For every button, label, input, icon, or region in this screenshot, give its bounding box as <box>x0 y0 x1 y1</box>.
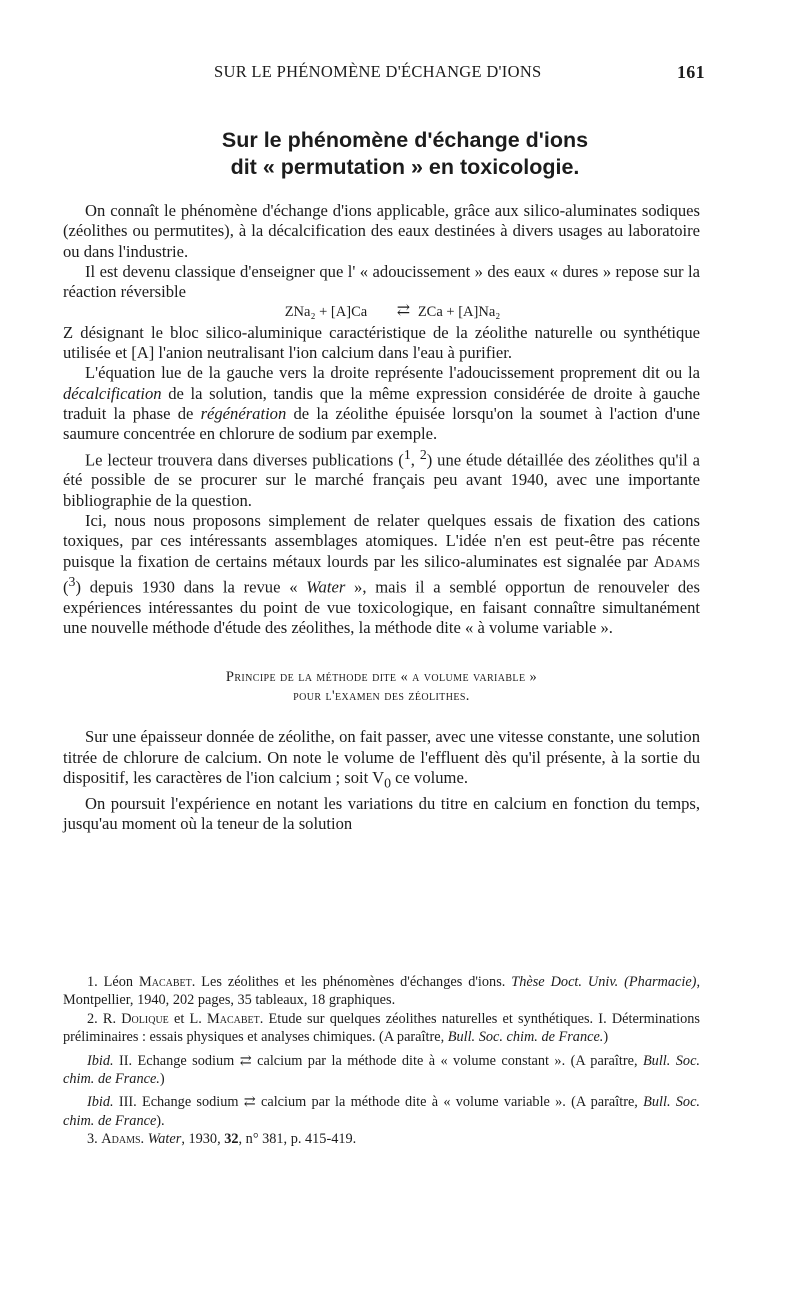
text-run: , Montpellier, 1940, 202 pages, 35 tableaux, 18 graphiques. <box>63 974 701 1009</box>
text-run: . Les zéolithes et les phénomènes d'échanges d'ions. <box>191 974 512 990</box>
section-heading-line-1: Principe de la méthode dite « a volume variable » <box>225 669 538 686</box>
text-run: Sur une épaisseur donnée de zéolithe, on fait passer, avec une vitesse constante, une solution titrée de chlorure de calcium. On note le volume de l'effluent dès qu'il présente, à la sortie du dispositif, les caractères de l'ion calcium ; soit V <box>63 727 700 787</box>
text-run: et L. <box>168 1010 208 1027</box>
footnote-ibid-2 <box>63 1052 700 1089</box>
section-heading <box>63 668 700 706</box>
reversible-arrows-icon: ⇄ <box>239 1052 252 1069</box>
emphasis-these: Thèse Doct. Univ. (Pharmacie) <box>511 974 697 990</box>
emphasis-journal: Bull. Soc. chim. de France. <box>63 1052 700 1088</box>
footnote-1 <box>63 973 700 1010</box>
section-heading-line-2: pour l'examen des zéolithes. <box>293 688 470 705</box>
text-run: Le lecteur trouvera dans diverses publications ( <box>85 450 404 470</box>
article-title-line-2: dit « permutation » en toxicologie. <box>230 155 580 179</box>
paragraph-3: Z désignant le bloc silico-aluminique caractéristique de la zéolithe naturelle ou synthétique utilisée et [A] l'anion neutralisant l'ion calcium dans l'eau à purifier. <box>63 322 700 363</box>
text-run: 2. R. <box>87 1010 122 1027</box>
text-run: calcium par la méthode dite à « volume variable ». (A paraître, <box>255 1094 644 1111</box>
emphasis-ibid: Ibid. <box>87 1094 114 1111</box>
text-run: de la solution, tandis que la même expression considérée de droite à gauche traduit la phase de <box>63 383 700 423</box>
text-run: ) une étude détaillée des zéolithes qu'il a été possible de se procurer sur le marché français peu avant 1940, avec une importante bibliographie de la question. <box>63 450 700 510</box>
text-run: , <box>410 450 420 470</box>
emphasis-water: Water <box>306 577 346 597</box>
text-run: ) depuis 1930 dans la revue « <box>75 577 307 597</box>
author-adams: Adams <box>653 551 700 571</box>
paragraph-7 <box>63 727 700 793</box>
emphasis-decalcification: décalcification <box>63 383 162 403</box>
text-run: ( <box>63 577 69 597</box>
text-run: », mais il a semblé opportun de renouveler des expériences intéressantes du point de vue toxicologique, en faisant connaître simultanément une nouvelle méthode d'étude des zéolithes, la méthode dite « à volume variable ». <box>63 577 700 637</box>
paragraph-8: On poursuit l'expérience en notant les variations du titre en calcium en fonction du temps, jusqu'au moment où la teneur de la solution <box>63 793 700 833</box>
text-run: , 1930, <box>181 1131 225 1148</box>
running-head <box>0 62 800 86</box>
text-run: ). <box>156 1112 165 1129</box>
text-run: III. Echange sodium <box>113 1094 244 1111</box>
text-run: ) <box>159 1071 165 1088</box>
reaction-formula <box>63 302 700 322</box>
reversible-arrows-icon: ⇄ <box>396 302 411 320</box>
footnote-ref-1: 1 <box>403 446 411 462</box>
footnote-3 <box>63 1130 700 1148</box>
author-adams: Adams <box>101 1131 141 1148</box>
text-run: ) <box>603 1029 609 1046</box>
emphasis-regeneration: régénération <box>200 403 287 423</box>
footnote-ibid-3 <box>63 1093 700 1130</box>
text-run: II. Echange sodium <box>113 1052 240 1069</box>
text-run: de la zéolithe épuisée lorsqu'on la soumet à l'action d'une saumure concentrée en chlorure de sodium par exemple. <box>63 403 700 444</box>
text-run: ce volume. <box>391 767 468 787</box>
author-macabet: Macabet <box>139 974 192 990</box>
emphasis-journal: Bull. Soc. chim. de France. <box>447 1029 604 1046</box>
paragraph-4 <box>63 363 700 444</box>
text-run: L'équation lue de la gauche vers la droite représente l'adoucissement proprement dit ou la <box>85 363 700 383</box>
text-run: , n° 381, p. 415-419. <box>238 1131 357 1148</box>
text-run: calcium par la méthode dite à « volume constant ». (A paraître, <box>251 1052 643 1069</box>
text-run: Ici, nous nous proposons simplement de relater quelques essais de fixation des cations toxiques, par ces intéressants assemblages atomiques. L'idée n'en est peut-être pas récente puisque la fixation de certains métaux lourds par les silico-aluminates est signalée par <box>63 510 700 571</box>
footnote-2 <box>63 1010 700 1047</box>
emphasis-journal: Bull. Soc. chim. de France <box>63 1094 700 1129</box>
running-head-title: SUR LE PHÉNOMÈNE D'ÉCHANGE D'IONS <box>214 62 542 81</box>
page-number: 161 <box>677 62 705 82</box>
paragraph-6 <box>63 511 700 638</box>
author-dolique: Dolique <box>121 1010 169 1027</box>
reversible-arrows-icon: ⇄ <box>243 1094 256 1111</box>
text-run: . Etude sur quelques zéolithes naturelles et synthétiques. I. Déterminations préliminaires : essais physiques et analyses chimiques. (A paraître, <box>63 1010 700 1046</box>
article-title <box>0 127 800 181</box>
author-macabet: Macabet <box>207 1010 260 1027</box>
paragraph-1: On connaît le phénomène d'échange d'ions applicable, grâce aux silico-aluminates sodiques (zéolithes ou permutites), à la décalcification des eaux destinées à divers usages au laboratoire ou dans l'industrie. <box>63 201 700 261</box>
emphasis-ibid: Ibid. <box>87 1052 114 1069</box>
formula-left: ZNa₂ + [A]Ca <box>284 304 368 321</box>
article-body <box>63 201 700 834</box>
volume-number: 32 <box>224 1131 239 1148</box>
paragraph-2: Il est devenu classique d'enseigner que l' « adoucissement » des eaux « dures » repose sur la réaction réversible <box>63 261 700 302</box>
footnotes <box>63 973 700 1149</box>
text-run: 3. <box>87 1131 102 1148</box>
text-run: 1. Léon <box>87 974 140 990</box>
emphasis-water: Water <box>147 1131 182 1148</box>
text-run: . <box>140 1131 148 1148</box>
footnote-ref-3: 3 <box>68 573 76 589</box>
paragraph-5 <box>63 445 700 511</box>
subscript-zero: 0 <box>384 775 392 791</box>
footnote-ref-2: 2 <box>419 446 427 462</box>
article-title-line-1: Sur le phénomène d'échange d'ions <box>221 128 589 152</box>
formula-right: ZCa + [A]Na₂ <box>417 304 501 321</box>
